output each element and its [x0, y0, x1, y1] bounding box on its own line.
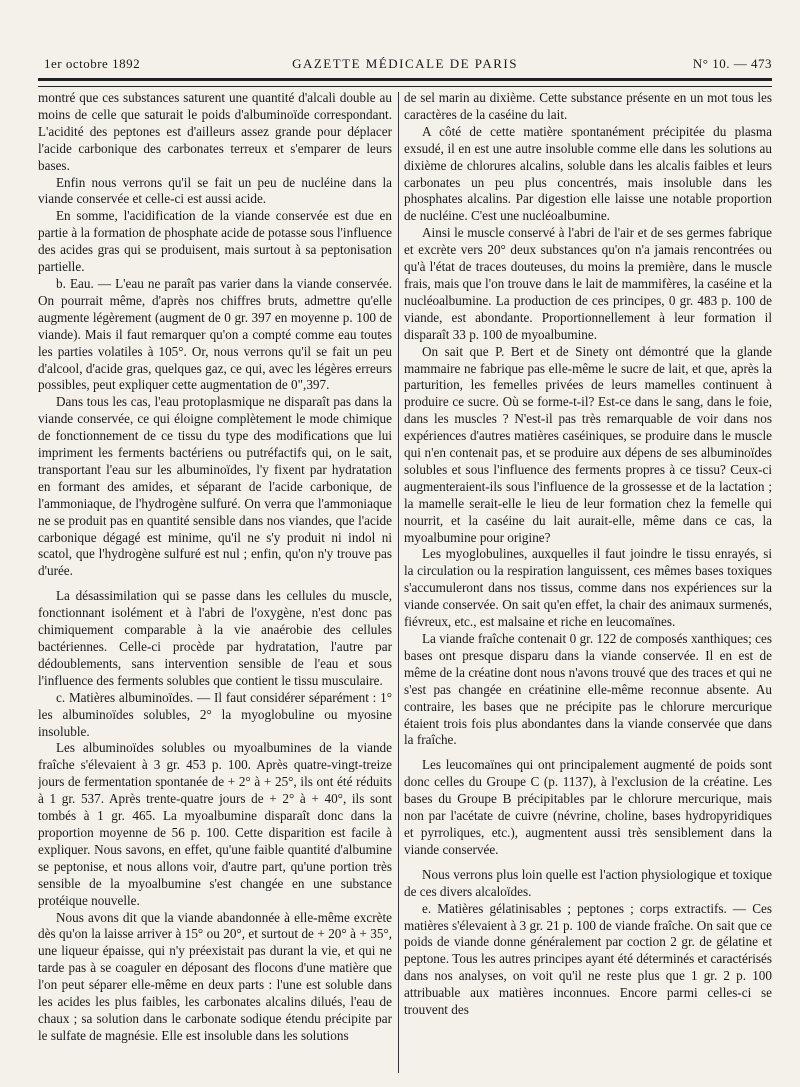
- header-date: 1er octobre 1892: [44, 56, 141, 71]
- paragraph: Nous verrons plus loin quelle est l'action physiologique et toxique de ces divers alcaloïdes.: [404, 866, 772, 899]
- paragraph: En somme, l'acidification de la viande conservée est due en partie à la formation de phosphate acide de potasse sous l'influence des acides gras qui se produisent, mais surtout à sa peptonisation partielle.: [38, 208, 392, 275]
- header-rule: [38, 78, 772, 87]
- paragraph: montré que ces substances saturent une quantité d'alcali double au moins de celle que saturait le poids d'albuminoïde correspondant. L'acidité des peptones est d'ailleurs assez grande pour déplacer l'acide carbonique des carbonates terreux et s'emparer de leurs bases.: [38, 90, 392, 173]
- paragraph: On sait que P. Bert et de Sinety ont démontré que la glande mammaire ne fabrique pas elle-même le sucre de lait, et que, après la parturition, les femelles privées de leurs mamelles continuent à produire ce sucre. Où se forme-t-il? Est-ce dans le sang, dans le foie, dans les muscles ? N'est-il pas très remarquable de voir dans nos expériences d'autres matières caséiniques, se produire dans le muscle qui n'en contenait pas, et se produire aux dépens de ses albuminoïdes solubles et sous l'influence des ferments propres à ce tissu? Ceux-ci augmenteraient-ils sous l'influence de la grossesse et de la lactation ; la mamelle serait-elle le lieu de leur formation chez la femelle qui nourrit, et la caséine du lait aurait-elle, même dans ce cas, la myoalbumine pour origine?: [404, 343, 772, 545]
- paragraph: Ainsi le muscle conservé à l'abri de l'air et de ses germes fabrique et excrète vers 20° deux substances qu'on n'a jamais rencontrées ou qu'à l'état de traces douteuses, du moins la première, dans le muscle frais, mais que l'on trouve dans le lait de mammifères, la caséine et la nucléoalbumine. La production de ces principes, 0 gr. 483 p. 100 de viande, est abondante. Proportionnellement à leur formation il disparaît 33 p. 100 de myoalbumine.: [404, 225, 772, 342]
- paragraph: Dans tous les cas, l'eau protoplasmique ne disparaît pas dans la viande conservée, ce qui éloigne complètement le mode chimique de fonctionnement de ce tissu du type des modifications que lui impriment les ferments bactériens ou putréfactifs qui, on le sait, transportant l'eau sur les albuminoïdes, l'y fixent par hydratation en formant des amides, et séparant de l'acide carbonique, de l'ammoniaque, de l'hydrogène sulfuré. On verra que l'ammoniaque ne se produit pas en quantité sensible dans nos viandes, que l'acide carbonique dégagé est minime, qu'il ne s'y produit ni indol ni scatol, que l'hydrogène sulfuré est nul ; enfin, qu'on n'y trouve pas d'urée.: [38, 394, 392, 579]
- paragraph: Les leucomaïnes qui ont principalement augmenté de poids sont donc celles du Groupe C (p. 1137), à l'exclusion de la créatine. Les bases du Groupe B précipitables par le chlorure mercurique, mais non par l'acétate de cuivre (névrine, choline, bases hydropyridiques et pyrroliques, etc.), augmentent aussi très sensiblement dans la viande conservée.: [404, 757, 772, 857]
- header-issue: N° 10. — 473: [692, 56, 772, 71]
- right-column: [404, 90, 772, 1077]
- paragraph: Les albuminoïdes solubles ou myoalbumines de la viande fraîche s'élevaient à 3 gr. 453 p. 100. Après quatre-vingt-treize jours de fermentation spontanée de + 2° à + 25°, ils ont été réduits à 1 gr. 537. Après trente-quatre jours de + 2° à + 40°, ils sont tombés à 1 gr. 465. La myoalbumine disparaît donc dans la proportion moyenne de 56 p. 100. Cette disparition est facile à expliquer. Nous savons, en effet, qu'une faible quantité d'albumine se peptonise, et nous allons voir, d'autre part, qu'une portion très sensible de la myoalbumine s'est changée en une substance protéique nouvelle.: [38, 740, 392, 908]
- paragraph: Les myoglobulines, auxquelles il faut joindre le tissu enrayés, si la circulation ou la respiration languissent, ces mêmes bases toxiques s'accumuleront dans nos tissus, comme dans nos expériences sur la viande conservée. On sait qu'en effet, la chair des animaux surmenés, fiévreux, etc., est malsaine et riche en leucomaïnes.: [404, 546, 772, 630]
- paragraph: La viande fraîche contenait 0 gr. 122 de composés xanthiques; ces bases ont presque disparu dans la viande conservée. Il en est de même de la créatine dont nous n'avons trouvé que des traces et qui ne s'est pas changée en créatinine elle-même reconnue absente. Au contraire, les bases que ne précipite pas le chlorure mercurique étaient trois fois plus abondantes dans la viande conservée que dans la fraîche.: [404, 631, 772, 748]
- paragraph: b. Eau. — L'eau ne paraît pas varier dans la viande conservée. On pourrait même, d'après nos chiffres bruts, admettre qu'elle augmente légèrement (augment de 0 gr. 397 en moyenne p. 100 de viande). Mais il faut remarquer qu'on a compté comme eau toutes les parties volatiles à 105°. Or, nous verrons qu'il se fait un peu d'alcool, d'acide gras, quelques gaz, ce qui, avec les légères erreurs possibles, peut expliquer cette augmentation de 0",397.: [38, 275, 392, 393]
- paragraph: La désassimilation qui se passe dans les cellules du muscle, fonctionnant isolément et à l'abri de l'oxygène, n'est donc pas chimiquement comparable à la vie anaérobie des cellules bactériennes. Celle-ci procède par hydratation, l'autre par dédoublements, sans intervention sensible de l'eau et sous l'influence des ferments solubles que contient le tissu musculaire.: [38, 588, 392, 688]
- paragraph: e. Matières gélatinisables ; peptones ; corps extractifs. — Ces matières s'élevaient à 3 gr. 21 p. 100 de viande fraîche. On sait que ce poids de viande donne généralement par coction 2 gr. de gélatine et peptone. Tous les autres principes ayant été déterminés et caractérisés dans nos analyses, on voit qu'il ne reste plus que 1 gr. 2 p. 100 attribuable aux matières inconnues. Encore parmi celles-ci se trouvent des: [404, 900, 772, 1018]
- paragraph: Enfin nous verrons qu'il se fait un peu de nucléine dans la viande conservée et celle-ci est aussi acide.: [38, 174, 392, 207]
- column-divider: [398, 92, 399, 1073]
- paragraph: Nous avons dit que la viande abandonnée à elle-même excrète dès qu'on la laisse arriver à 15° ou 20°, et surtout de + 20° à + 35°, une liqueur épaisse, qui n'y préexistait pas durant la vie, et qui ne tarde pas à se coaguler en déposant des flocons d'une matière que l'on peut séparer elle-même en deux parts : l'une est soluble dans les acides les plus faibles, les carbonates alcalins dilués, l'eau de chaux ; sa solution dans le carbonate sodique étendu précipite par le sulfate de magnésie. Elle est insoluble dans les solutions: [38, 909, 392, 1043]
- header-title: GAZETTE MÉDICALE DE PARIS: [292, 56, 518, 71]
- paragraph: c. Matières albuminoïdes. — Il faut considérer séparément : 1° les albuminoïdes solubles, 2° la myoglobuline ou myosine insoluble.: [38, 689, 392, 739]
- left-column: [38, 90, 392, 1077]
- paragraph: A côté de cette matière spontanément précipitée du plasma exsudé, il en est une autre insoluble comme elle dans les solutions au dixième de chlorures alcalins, soluble dans les alcalis faibles et leurs carbonates un peu plus concentrés, mais insoluble dans les phosphates alcalins. Par digestion elle laisse une notable proportion de nucléine. C'est une nucléoalbumine.: [404, 123, 772, 224]
- text-columns: [38, 90, 772, 1077]
- page-header: [38, 56, 772, 78]
- paragraph: de sel marin au dixième. Cette substance présente en un mot tous les caractères de la caséine du lait.: [404, 90, 772, 122]
